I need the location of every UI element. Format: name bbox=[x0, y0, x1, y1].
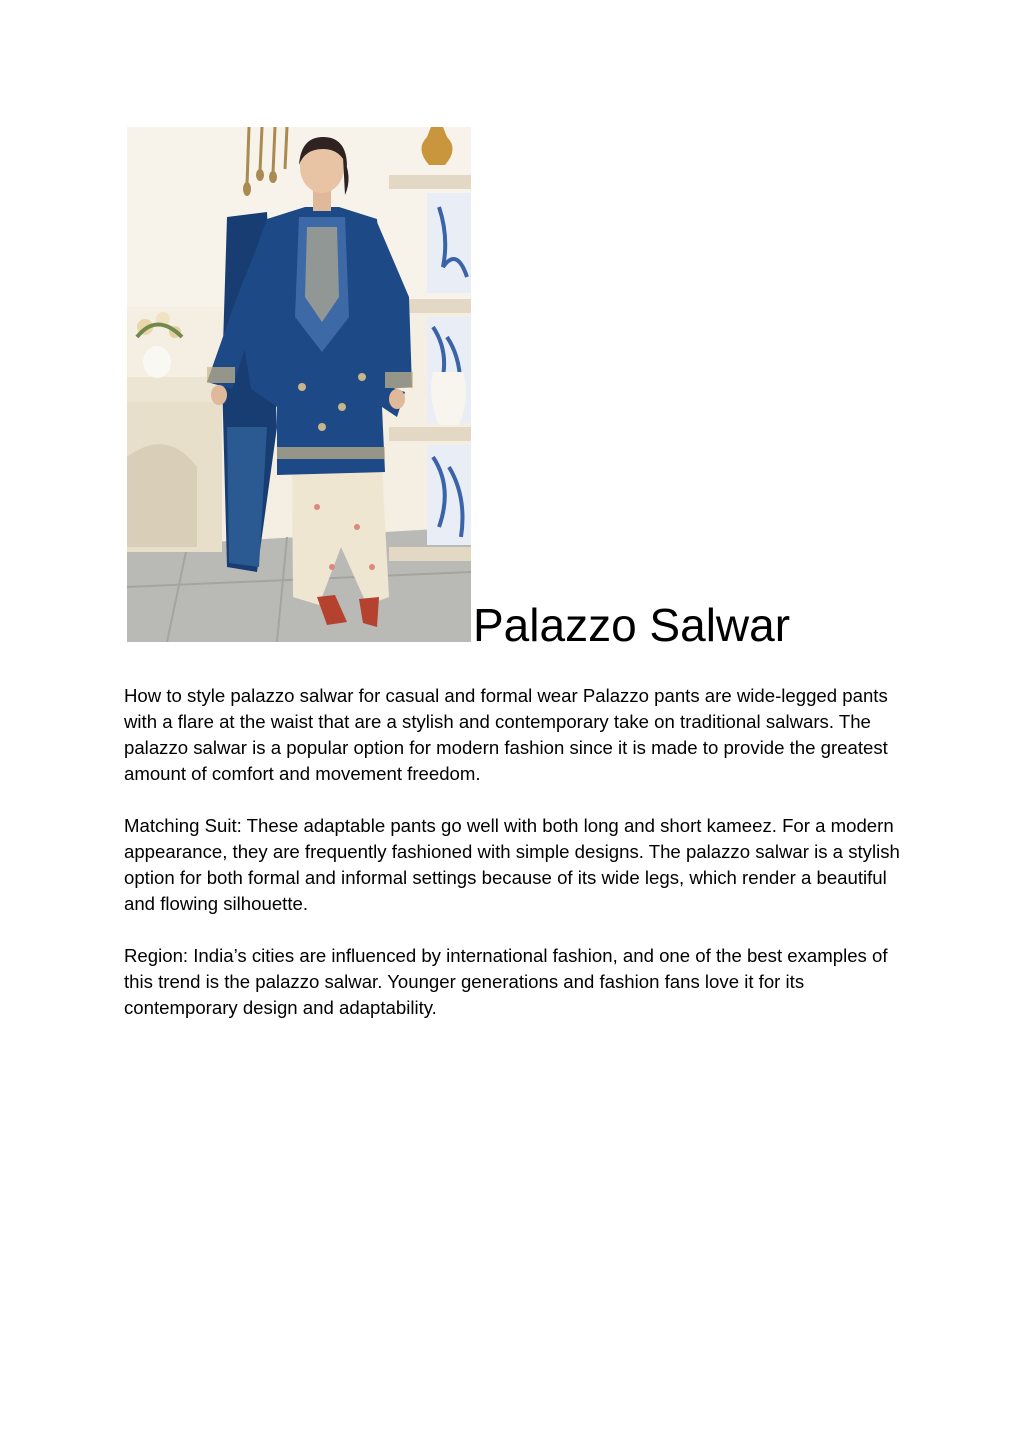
product-photo bbox=[127, 127, 471, 642]
page-title: Palazzo Salwar bbox=[473, 599, 791, 651]
article-body bbox=[124, 683, 904, 1047]
paragraph-intro: How to style palazzo salwar for casual and formal wear Palazzo pants are wide-legged pants with a flare at the waist that are a stylish and contemporary take on traditional salwars. The palazzo salwar is a popular option for modern fashion since it is made to provide the greatest amount of comfort and movement freedom. bbox=[124, 685, 888, 784]
paragraph-region: Region: India’s cities are influenced by international fashion, and one of the best examples of this trend is the palazzo salwar. Younger generations and fashion fans love it for its contemporary design and adaptability. bbox=[124, 945, 888, 1018]
woman-in-blue-suit-image bbox=[127, 127, 471, 642]
paragraph-matching-suit: Matching Suit: These adaptable pants go well with both long and short kameez. For a modern appearance, they are frequently fashioned with simple designs. The palazzo salwar is a stylish option for both formal and informal settings because of its wide legs, which render a beautiful and flowing silhouette. bbox=[124, 815, 900, 914]
